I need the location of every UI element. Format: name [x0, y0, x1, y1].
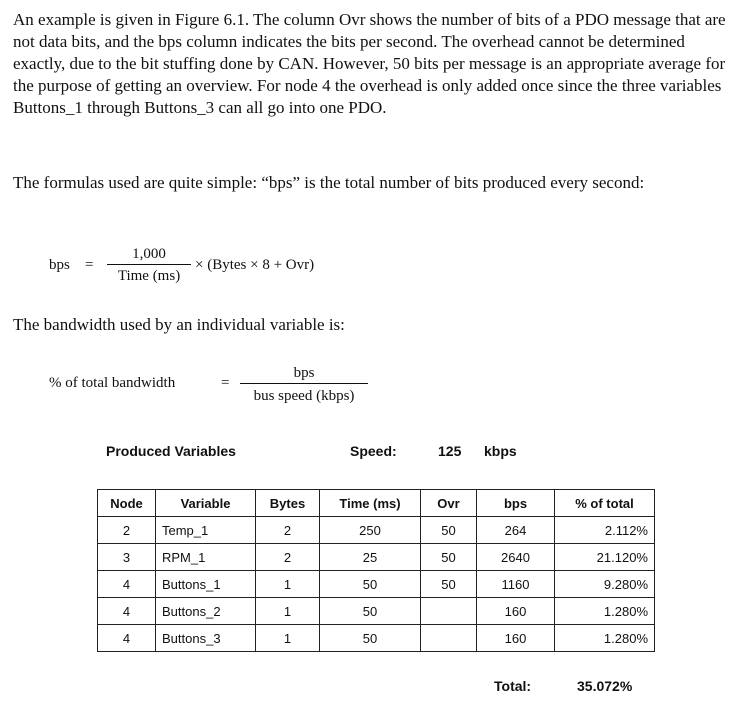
- table-row: [98, 571, 655, 598]
- cell-time: 25: [320, 544, 421, 571]
- bps-formula-rhs: × (Bytes × 8 + Ovr): [195, 257, 315, 273]
- cell-bps: 160: [477, 598, 555, 625]
- table-row: [98, 598, 655, 625]
- column-header-variable: Variable: [156, 490, 256, 517]
- cell-bps: 264: [477, 517, 555, 544]
- table-header-row: [98, 490, 655, 517]
- bandwidth-formula-fraction: [240, 363, 368, 408]
- cell-bytes: 1: [256, 571, 320, 598]
- cell-time: 250: [320, 517, 421, 544]
- cell-bytes: 2: [256, 544, 320, 571]
- bps-formula-denominator: Time (ms): [117, 268, 181, 284]
- cell-node: 4: [98, 571, 156, 598]
- cell-percent: 21.120%: [555, 544, 655, 571]
- speed-label: Speed:: [350, 443, 397, 459]
- cell-ovr: [421, 625, 477, 652]
- bps-formula-numerator: 1,000: [132, 246, 166, 262]
- cell-bytes: 1: [256, 598, 320, 625]
- cell-bps: 1160: [477, 571, 555, 598]
- column-header-node: Node: [98, 490, 156, 517]
- column-header-percent: % of total: [555, 490, 655, 517]
- speed-value: 125: [438, 443, 462, 459]
- cell-percent: 9.280%: [555, 571, 655, 598]
- cell-variable: Buttons_2: [156, 598, 256, 625]
- column-header-time: Time (ms): [320, 490, 421, 517]
- cell-time: 50: [320, 571, 421, 598]
- column-header-ovr: Ovr: [421, 490, 477, 517]
- speed-unit: kbps: [484, 443, 517, 459]
- formulas-intro-paragraph: The formulas used are quite simple: “bps” is the total number of bits produced every second:: [13, 173, 645, 192]
- cell-ovr: [421, 598, 477, 625]
- cell-ovr: 50: [421, 571, 477, 598]
- cell-percent: 1.280%: [555, 598, 655, 625]
- cell-bps: 2640: [477, 544, 555, 571]
- bps-formula-fraction: [107, 244, 191, 287]
- cell-bytes: 2: [256, 517, 320, 544]
- table-row: [98, 625, 655, 652]
- bandwidth-formula-lhs: % of total bandwidth: [49, 375, 176, 391]
- cell-variable: Buttons_1: [156, 571, 256, 598]
- cell-node: 4: [98, 625, 156, 652]
- total-value: 35.072%: [577, 678, 633, 694]
- bandwidth-formula-denominator: bus speed (kbps): [253, 388, 355, 404]
- produced-variables-table: [97, 489, 655, 652]
- cell-bps: 160: [477, 625, 555, 652]
- cell-variable: RPM_1: [156, 544, 256, 571]
- table-title: Produced Variables: [106, 443, 236, 459]
- bps-formula-equals: =: [85, 257, 94, 273]
- cell-node: 2: [98, 517, 156, 544]
- bandwidth-intro-paragraph: The bandwidth used by an individual variable is:: [13, 315, 345, 334]
- cell-time: 50: [320, 625, 421, 652]
- intro-paragraph: An example is given in Figure 6.1. The column Ovr shows the number of bits of a PDO message that are not data bits, and the bps column indicates the bits per second. The overhead cannot be determined exactly, due to the bit stuffing done by CAN. However, 50 bits per message is an appropriate average for the purpose of getting an overview. For node 4 the overhead is only added once since the three variables Buttons_1 through Buttons_3 can all go into one PDO.: [13, 10, 726, 117]
- cell-percent: 2.112%: [555, 517, 655, 544]
- cell-variable: Buttons_3: [156, 625, 256, 652]
- column-header-bytes: Bytes: [256, 490, 320, 517]
- bandwidth-formula-equals: =: [221, 375, 230, 391]
- cell-variable: Temp_1: [156, 517, 256, 544]
- total-label: Total:: [494, 678, 532, 694]
- cell-ovr: 50: [421, 517, 477, 544]
- column-header-bps: bps: [477, 490, 555, 517]
- bandwidth-formula-numerator: bps: [293, 365, 315, 381]
- table-row: [98, 517, 655, 544]
- cell-time: 50: [320, 598, 421, 625]
- bps-formula-lhs: bps: [49, 257, 70, 273]
- cell-node: 3: [98, 544, 156, 571]
- cell-ovr: 50: [421, 544, 477, 571]
- cell-percent: 1.280%: [555, 625, 655, 652]
- cell-bytes: 1: [256, 625, 320, 652]
- table-row: [98, 544, 655, 571]
- cell-node: 4: [98, 598, 156, 625]
